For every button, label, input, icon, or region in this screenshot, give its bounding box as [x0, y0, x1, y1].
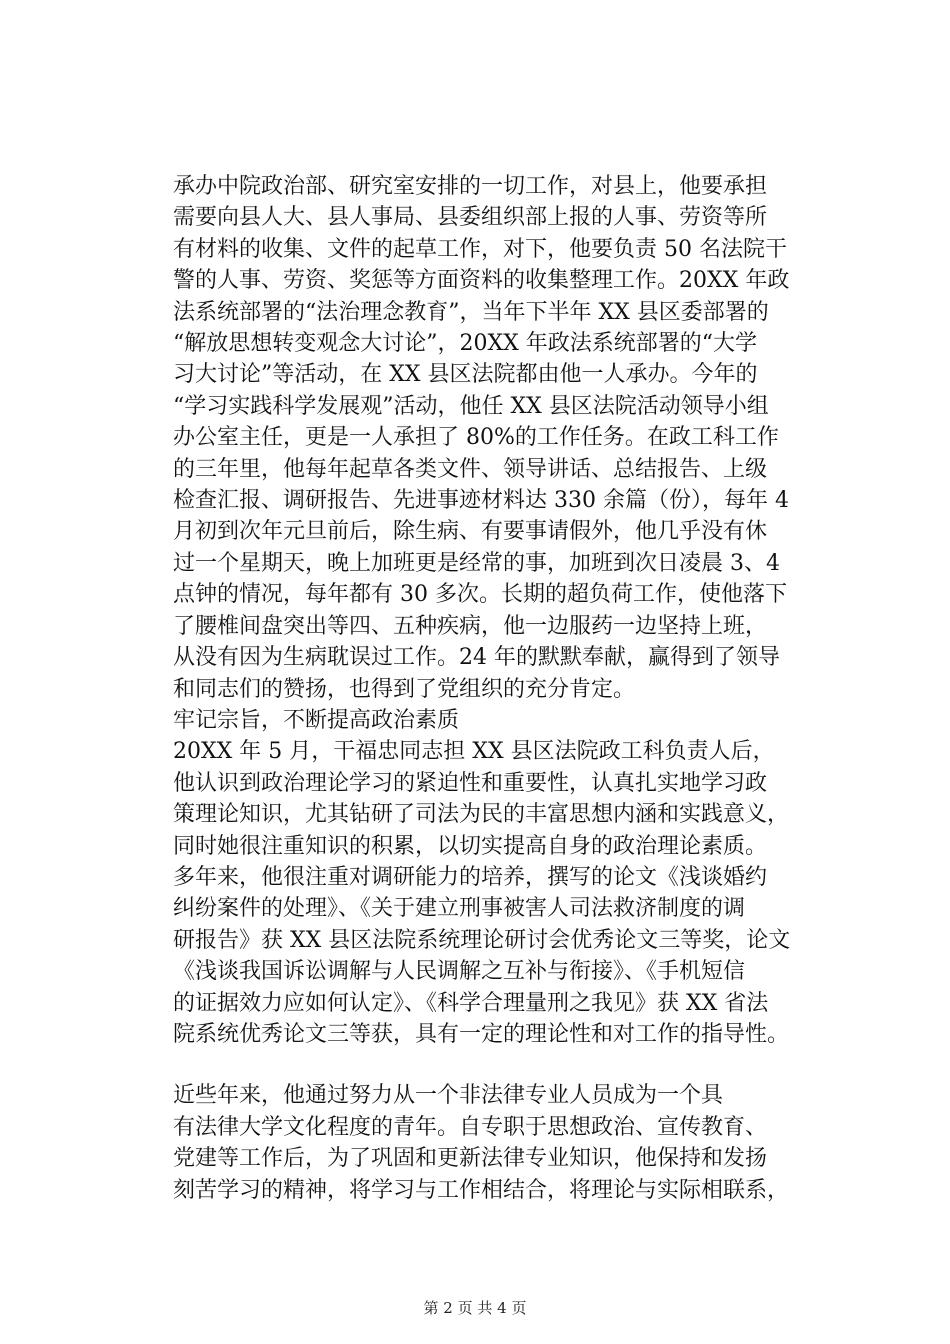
section-heading: 牢记宗旨，不断提高政治素质 — [173, 707, 460, 733]
page-footer: 第 2 页 共 4 页 — [423, 1299, 527, 1317]
document-body — [173, 171, 863, 1206]
paragraph-legal-education: 近些年来，他通过努力从一个非法律专业人员成为一个具 有法律大学文化程度的青年。自专职于思想政治、宣传教育、 党建等工作后，为了巩固和更新法律专业知识，他保持和发扬 刻苦学习的精神，将学习与工作相结合，将理论与实际相联系， — [173, 1083, 790, 1203]
paragraph-work-duties: 承办中院政治部、研究室安排的一切工作，对县上，他要承担 需要向县人大、县人事局、县委组织部上报的人事、劳资等所 有材料的收集、文件的起草工作，对下，他要负责 50 名法院干 警的人事、劳资、奖惩等方面资料的收集整理工作。20XX 年政 法系统部署的“法治理念教育”，当年下半年 XX 县区委部署的 “解放思想转变观念大讨论”，20XX 年政法系统部署的“大学 习大讨论”等活动，在 XX 县区法院都由他一人承办。今年的 “学习实践科学发展观”活动，他任 XX 县区法院活动领导小组 办公室主任，更是一人承担了 80%的工作任务。在政工科工作 的三年里，他每年起草各类文件、领导讲话、总结报告、上级 检查汇报、调研报告、先进事迹材料达 330 余篇（份），每年 4 月初到次年元旦前后，除生病、有要事请假外，他几乎没有休 过一个星期天，晚上加班更是经常的事，加班到次日凌晨 3、4 点钟的情况，每年都有 30 多次。长期的超负荷工作，使他落下 了腰椎间盘突出等四、五种疾病，他一边服药一边坚持上班， 从没有因为生病耽误过工作。24 年的默默奉献，赢得到了领导 和同志们的赞扬，也得到了党组织的充分肯定。 — [173, 174, 790, 702]
paragraph-political-study: 20XX 年 5 月，干福忠同志担 XX 县区法院政工科负责人后， 他认识到政治理论学习的紧迫性和重要性，认真扎实地学习政 策理论知识，尤其钻研了司法为民的丰富思想内涵和实践意义， 同时她很注重知识的积累，以切实提高自身的政治理论素质。 多年来，他很注重对调研能力的培养，撰写的论文《浅谈婚约 纠纷案件的处理》、《关于建立刑事被害人司法救济制度的调 研报告》获 XX 县区法院系统理论研讨会优秀论文三等奖，论文 《浅谈我国诉讼调解与人民调解之互补与衔接》、《手机短信 的证据效力应如何认定》、《科学合理量刑之我见》获 XX 省法 院系统优秀论文三等获，具有一定的理论性和对工作的指导性。 — [173, 739, 791, 1047]
paragraph-spacer — [173, 1050, 863, 1080]
